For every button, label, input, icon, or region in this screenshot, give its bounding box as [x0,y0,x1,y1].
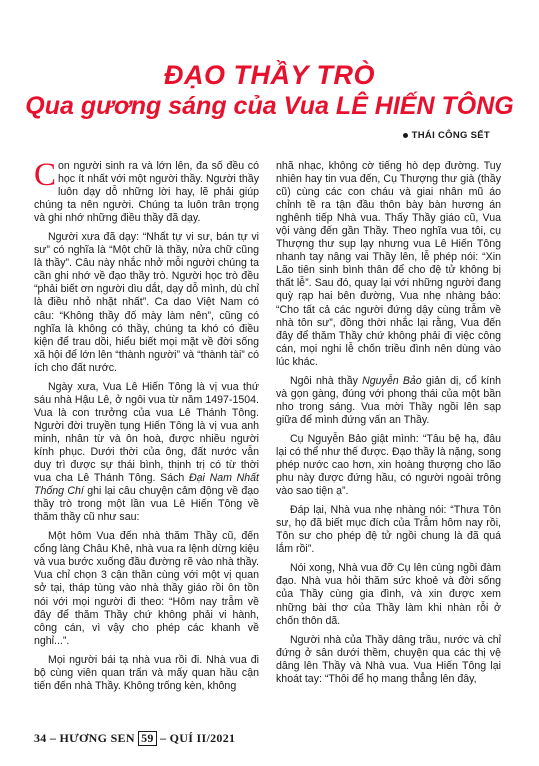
left-column [34,157,260,699]
paragraph: Đáp lại, Nhà vua nhẹ nhàng nói: “Thưa Tôn sư, họ đã biết mục đích của Trẫm hôm nay rồi, Tôn sư cho phép đệ tử ngồi chung là đã quá lắm rồi”. [276,504,501,556]
paragraph: Ngôi nhà thầy Nguyễn Bảo giản dị, cổ kính và gọn gàng, đúng với phong thái của một bần nho trong sáng. Vua mời Thầy ngồi lên sạp giữa để mình đứng vấn an Thầy. [276,374,501,426]
paragraph: Người nhà của Thầy dâng trầu, nước và chỉ đứng ở sân dưới thềm, chuyện qua các thị vệ dâng lên Thầy và Nhà vua. Vua Hiến Tông lại khoát tay: “Thôi để họ mang thẳng lên đây, [276,633,501,685]
issue-quarter: QUÍ II/2021 [169,731,236,745]
teacher-name: Nguyễn Bảo [362,374,422,387]
paragraph: Mọi người bái tạ nhà vua rồi đi. Nhà vua đi bộ cùng viên quan trấn và mấy quan hầu cận tiến đến nhà Thầy. Không trống kèn, không [34,653,259,692]
paragraph: Ngày xưa, Vua Lê Hiến Tông là vị vua thứ sáu nhà Hậu Lê, ở ngôi vua từ năm 1497-1504. Vua là con trưởng của vua Lê Thánh Tông. Người đời truyền tụng Hiến Tông là vị vua anh minh, nhân từ và ôn hoà, được nhiều người kính phục. Dưới thời của ông, đất nước vẫn duy trì được sự thái bình, thịnh trị có từ thời vua cha Lê Thánh Tông. Sách Đại Nam Nhất Thống Chí ghi lại câu chuyện cảm động về đạo thầy trò trong một lần vua Lê Hiến Tông về thăm thầy cũ như sau: [34,380,260,524]
paragraph: Người xưa đã dạy: “Nhất tự vi sư, bán tự vi sư” có nghĩa là “Một chữ là thầy, nửa chữ cũng là thầy”. Câu này nhắc nhở mỗi người chúng ta cần ghi nhớ về đạo thầy trò. Người học trò đều “phải biết ơn người dìu dắt, dạy dỗ mình, dù chỉ là điều nhỏ nhặt nhất”. Ca dao Việt Nam có câu: “Không thầy đố mày làm nên”, cũng có nghĩa là không có thầy, chúng ta khó có điều kiện để trau dồi, hiểu biết mọi mặt về đời sống xã hội để lớn lên “thành người” và “thành tài” có ích cho đất nước. [34,231,259,374]
paragraph: Một hôm Vua đến nhà thăm Thầy cũ, đến cổng làng Châu Khê, nhà vua ra lệnh dừng kiệu và vua bước xuống đầu đường rẽ vào nhà thầy. Vua chỉ chọn 3 cận thần cùng với một vị quan sở tại, tháp tùng vào nhà thầy giáo rồi ôn tồn nói với mọi người đi theo: “Hôm nay trẫm về đây để thăm Thầy chứ không phải vi hành, công cán, vì vậy cho phép các khanh về nghỉ...”. [34,530,260,647]
page-footer: 34 – HƯƠNG SEN 59 – QUÍ II/2021 [34,731,236,745]
author-name: THÁI CÔNG SẾT [411,130,490,141]
magazine-name: HƯƠNG SEN [59,731,135,745]
paragraph: Nói xong, Nhà vua đỡ Cụ lên cùng ngồi đàm đạo. Nhà vua hỏi thăm sức khoẻ và đời sống của Thầy cùng gia đình, và xin được xem những bài thơ của Thầy làm khi nhàn rỗi ở chốn thôn dã. [276,562,501,627]
issue-number: 59 [138,731,157,746]
book-title: Đại Nam Nhất Thống Chí [34,472,260,498]
paragraph: Cụ Nguyễn Bảo giật mình: “Tâu bệ hạ, đâu lại có thể như thế được. Đạo thầy là nặng, song phép nước cao hơn, xin hoàng thượng cho lão phu này được đứng hầu, có người ngoài trông vào sao tiện ạ”. [276,432,501,498]
page-number: 34 [34,731,47,745]
drop-cap: C [34,157,57,193]
article-title: ĐẠO THẦY TRÒ [163,60,375,90]
right-column [276,160,501,692]
bullet-icon [403,133,408,138]
paragraph: Con người sinh ra và lớn lên, đa số đều có học ít nhất với một người thầy. Người thầy luôn dạy dỗ những lời hay, lẽ phải giúp chúng ta nên người. Chúng ta luôn trân trọng và ghi nhớ những điều thầy đã dạy. [34,157,259,225]
article-subtitle: Qua gương sáng của Vua LÊ HIẾN TÔNG [25,92,514,120]
paragraph: nhã nhạc, không cờ tiếng hò dẹp đường. Tuy nhiên hay tin vua đến, Cụ Thượng thư già (thầy cũ) cùng các con cháu và giai nhân mũ áo chỉnh tề ra tận đầu thôn bày bàn hương án nghênh tiếp Nhà vua. Thấy Thầy giáo cũ, Vua vội vàng đến gần Thầy. Theo nghĩa vua tôi, cụ Thượng thư sụp lạy nhưng vua Lê Hiến Tông nhanh tay nâng vai Thầy lên, lễ phép nói: “Xin Lão tiên sinh bình thân để cho đệ tử không bị thất lễ”. Sau đó, quay lại với những người đang quỳ rạp hai bên đường, Vua nhẹ nhàng bảo: “Cho tất cả các người đứng dậy cùng trẫm về nhà tôn sư”, đồng thời nhắc lại rằng, Vua đến đây để thăm Thầy chứ không phải đi việc công cán, mọi nghi lễ chốn triều đình nên dùng vào lúc khác. [276,160,501,368]
author-byline [403,130,490,141]
